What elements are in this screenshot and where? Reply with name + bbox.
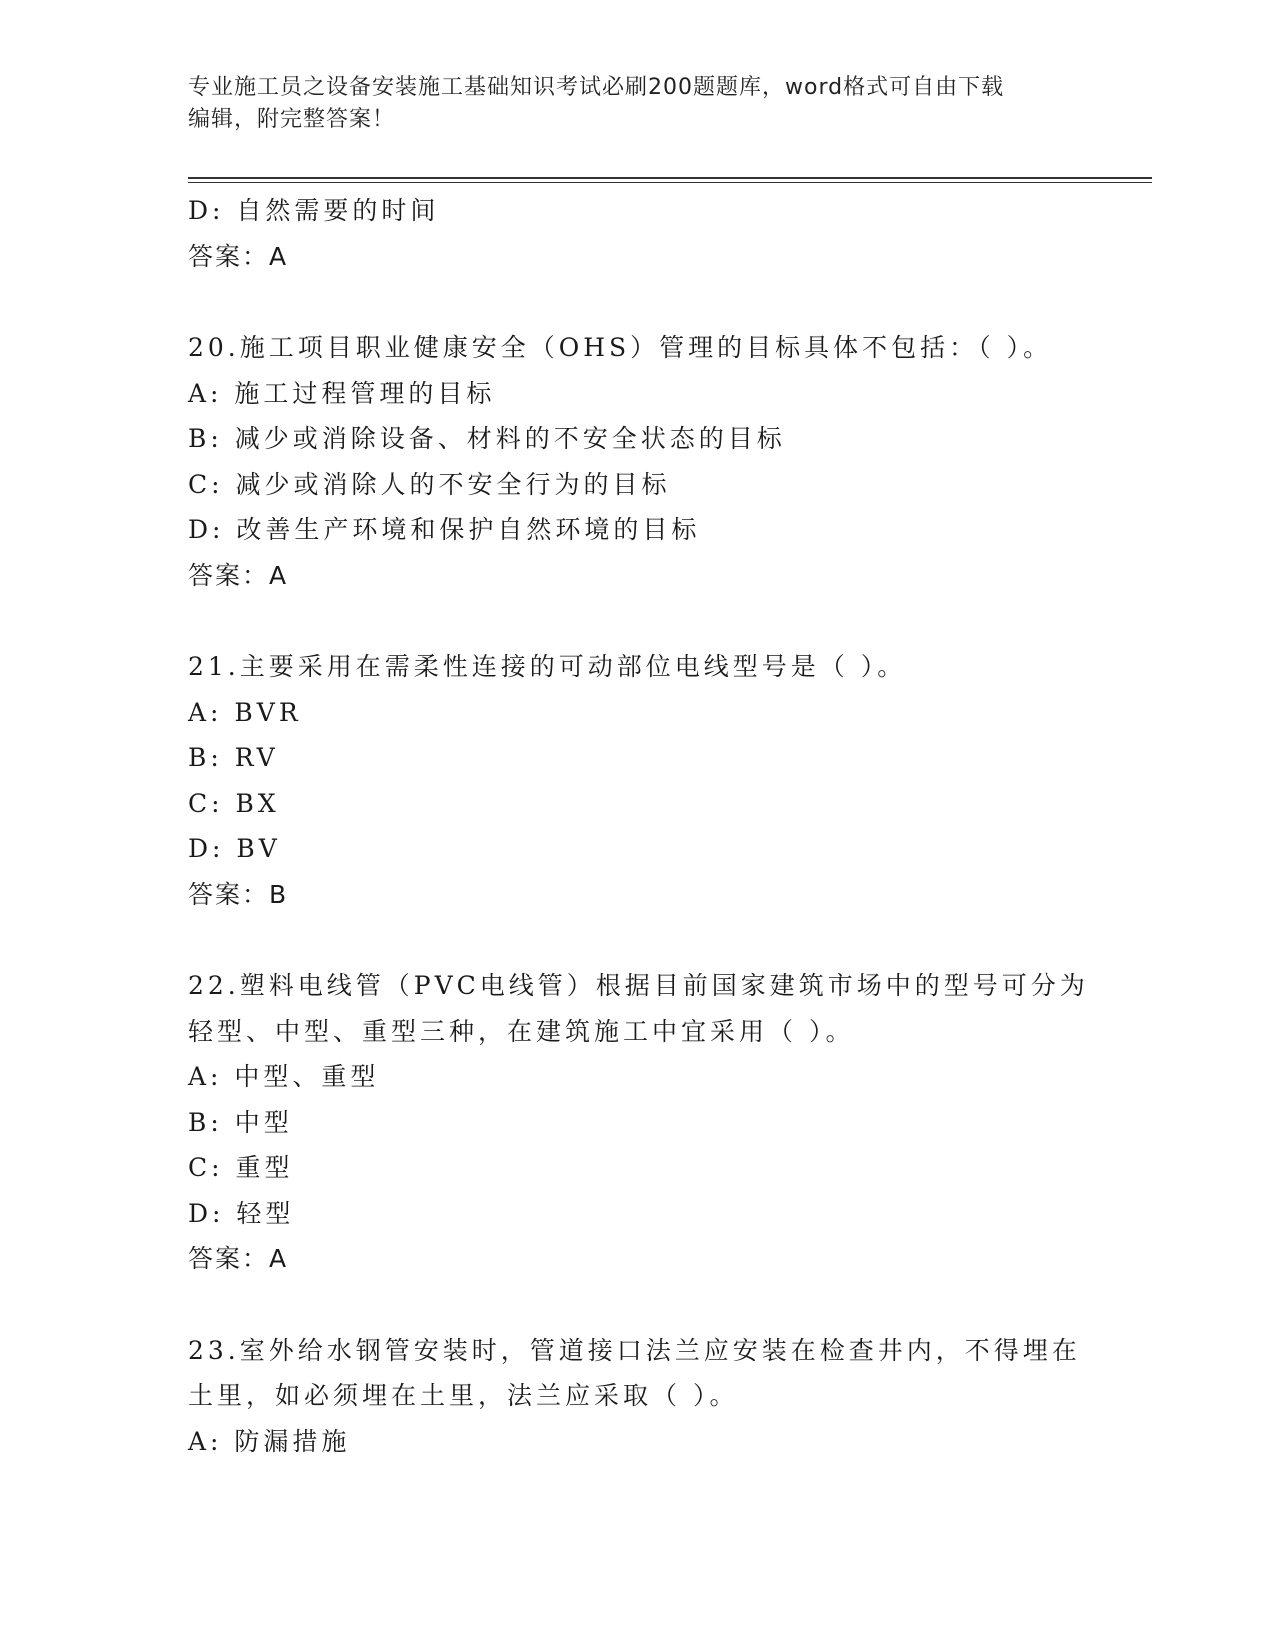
question-text: 20.施工项目职业健康安全（OHS）管理的目标具体不包括：（ ）。	[188, 333, 1053, 362]
header-rule-thick	[188, 177, 1152, 179]
header-rule-thin	[188, 182, 1152, 183]
option-d: D: 自然需要的时间	[188, 196, 440, 225]
option-d: D: 改善生产环境和保护自然环境的目标	[188, 515, 701, 544]
question-20	[188, 325, 1088, 598]
option-a: A: 施工过程管理的目标	[188, 378, 496, 408]
spacer	[188, 917, 1088, 963]
question-list	[188, 188, 1088, 1464]
spacer	[188, 1282, 1088, 1328]
question-text-line-1: 23.室外给水钢管安装时，管道接口法兰应安装在检查井内，不得埋在	[188, 1335, 1081, 1365]
spacer	[188, 598, 1088, 644]
question-23	[188, 1328, 1088, 1465]
question-22	[188, 963, 1088, 1282]
option-b: B: 减少或消除设备、材料的不安全状态的目标	[188, 424, 786, 453]
question-text: 21.主要采用在需柔性连接的可动部位电线型号是（ ）。	[188, 652, 907, 681]
option-b: B: RV	[188, 743, 279, 772]
option-c: C: 减少或消除人的不安全行为的目标	[188, 469, 671, 499]
header-line-1: 专业施工员之设备安装施工基础知识考试必刷200题题库，word格式可自由下载	[188, 75, 1005, 100]
document-header	[188, 72, 1068, 136]
question-21	[188, 644, 1088, 917]
previous-question-tail	[188, 188, 1088, 279]
option-c: C: BX	[188, 788, 280, 818]
question-text-line-1: 22.塑料电线管（PVC电线管）根据目前国家建筑市场中的型号可分为	[188, 971, 1089, 1000]
header-line-2: 编辑，附完整答案！	[188, 107, 396, 132]
option-c: C: 重型	[188, 1153, 294, 1182]
option-a: A: 防漏措施	[188, 1426, 351, 1456]
option-d: D: BV	[188, 834, 281, 863]
spacer	[188, 279, 1088, 325]
answer: 答案：A	[188, 1244, 289, 1273]
answer: 答案：A	[188, 560, 289, 590]
question-text-line-2: 轻型、中型、重型三种，在建筑施工中宜采用（ ）。	[188, 1016, 855, 1046]
answer: 答案：A	[188, 241, 289, 271]
option-a: A: BVR	[188, 697, 302, 727]
answer: 答案：B	[188, 879, 289, 909]
option-a: A: 中型、重型	[188, 1062, 380, 1091]
option-b: B: 中型	[188, 1107, 293, 1137]
question-text-line-2: 土里，如必须埋在土里，法兰应采取（ ）。	[188, 1381, 739, 1410]
option-d: D: 轻型	[188, 1198, 295, 1228]
